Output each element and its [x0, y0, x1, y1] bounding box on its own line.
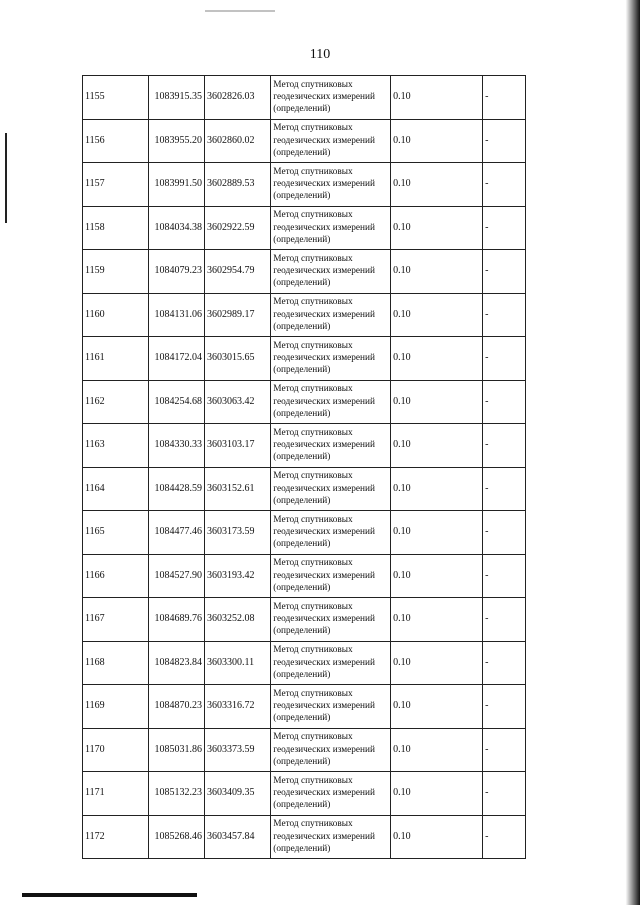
description-cell: -	[483, 163, 526, 207]
description-cell: -	[483, 598, 526, 642]
table-row	[83, 337, 526, 381]
point-number-cell: 1166	[83, 554, 149, 598]
method-cell: Метод спутниковых геодезических измерений (определений)	[271, 772, 391, 816]
table-row	[83, 163, 526, 207]
page-number: 110	[309, 47, 331, 62]
table-row	[83, 119, 526, 163]
accuracy-cell: 0.10	[391, 119, 483, 163]
description-cell: -	[483, 424, 526, 468]
coordinate-x-cell: 1084823.84	[149, 641, 205, 685]
coordinate-y-cell: 3603252.08	[204, 598, 270, 642]
coordinate-y-cell: 3603409.35	[204, 772, 270, 816]
accuracy-cell: 0.10	[391, 76, 483, 120]
accuracy-cell: 0.10	[391, 772, 483, 816]
table-body	[83, 76, 526, 859]
description-cell: -	[483, 119, 526, 163]
table-row	[83, 815, 526, 859]
coordinate-x-cell: 1083915.35	[149, 76, 205, 120]
point-number-cell: 1165	[83, 511, 149, 555]
table-row	[83, 728, 526, 772]
method-cell: Метод спутниковых геодезических измерений (определений)	[271, 163, 391, 207]
table-row	[83, 598, 526, 642]
coordinate-x-cell: 1084254.68	[149, 380, 205, 424]
accuracy-cell: 0.10	[391, 380, 483, 424]
coordinate-y-cell: 3603173.59	[204, 511, 270, 555]
coordinate-x-cell: 1084330.33	[149, 424, 205, 468]
point-number-cell: 1157	[83, 163, 149, 207]
accuracy-cell: 0.10	[391, 511, 483, 555]
coordinate-x-cell: 1085031.86	[149, 728, 205, 772]
method-cell: Метод спутниковых геодезических измерений (определений)	[271, 554, 391, 598]
coordinates-table	[82, 75, 526, 859]
method-cell: Метод спутниковых геодезических измерений (определений)	[271, 467, 391, 511]
description-cell: -	[483, 250, 526, 294]
point-number-cell: 1160	[83, 293, 149, 337]
description-cell: -	[483, 685, 526, 729]
method-cell: Метод спутниковых геодезических измерений (определений)	[271, 424, 391, 468]
table-row	[83, 76, 526, 120]
method-cell: Метод спутниковых геодезических измерений (определений)	[271, 293, 391, 337]
scan-artifact-top	[205, 10, 275, 12]
coordinate-x-cell: 1084477.46	[149, 511, 205, 555]
method-cell: Метод спутниковых геодезических измерений (определений)	[271, 76, 391, 120]
point-number-cell: 1155	[83, 76, 149, 120]
coordinate-y-cell: 3603373.59	[204, 728, 270, 772]
coordinate-x-cell: 1084689.76	[149, 598, 205, 642]
method-cell: Метод спутниковых геодезических измерений (определений)	[271, 206, 391, 250]
coordinate-x-cell: 1084079.23	[149, 250, 205, 294]
method-cell: Метод спутниковых геодезических измерений (определений)	[271, 641, 391, 685]
coordinate-y-cell: 3602922.59	[204, 206, 270, 250]
method-cell: Метод спутниковых геодезических измерений (определений)	[271, 380, 391, 424]
table-row	[83, 206, 526, 250]
description-cell: -	[483, 337, 526, 381]
description-cell: -	[483, 815, 526, 859]
description-cell: -	[483, 206, 526, 250]
accuracy-cell: 0.10	[391, 467, 483, 511]
coordinate-x-cell: 1083955.20	[149, 119, 205, 163]
point-number-cell: 1171	[83, 772, 149, 816]
accuracy-cell: 0.10	[391, 685, 483, 729]
accuracy-cell: 0.10	[391, 598, 483, 642]
description-cell: -	[483, 467, 526, 511]
method-cell: Метод спутниковых геодезических измерений (определений)	[271, 511, 391, 555]
coordinate-y-cell: 3603193.42	[204, 554, 270, 598]
description-cell: -	[483, 293, 526, 337]
point-number-cell: 1163	[83, 424, 149, 468]
accuracy-cell: 0.10	[391, 250, 483, 294]
accuracy-cell: 0.10	[391, 815, 483, 859]
description-cell: -	[483, 380, 526, 424]
table-row	[83, 685, 526, 729]
point-number-cell: 1158	[83, 206, 149, 250]
accuracy-cell: 0.10	[391, 163, 483, 207]
coordinate-x-cell: 1084034.38	[149, 206, 205, 250]
coordinate-x-cell: 1084428.59	[149, 467, 205, 511]
accuracy-cell: 0.10	[391, 728, 483, 772]
point-number-cell: 1164	[83, 467, 149, 511]
table-row	[83, 380, 526, 424]
description-cell: -	[483, 641, 526, 685]
description-cell: -	[483, 76, 526, 120]
description-cell: -	[483, 511, 526, 555]
accuracy-cell: 0.10	[391, 293, 483, 337]
coordinate-x-cell: 1085132.23	[149, 772, 205, 816]
method-cell: Метод спутниковых геодезических измерений (определений)	[271, 337, 391, 381]
description-cell: -	[483, 728, 526, 772]
coordinate-y-cell: 3602989.17	[204, 293, 270, 337]
coordinate-y-cell: 3603316.72	[204, 685, 270, 729]
coordinate-x-cell: 1084131.06	[149, 293, 205, 337]
method-cell: Метод спутниковых геодезических измерений (определений)	[271, 598, 391, 642]
coordinate-y-cell: 3603063.42	[204, 380, 270, 424]
table-row	[83, 641, 526, 685]
scan-edge-left	[5, 133, 7, 223]
scan-edge-bottom	[22, 893, 197, 897]
method-cell: Метод спутниковых геодезических измерений (определений)	[271, 250, 391, 294]
method-cell: Метод спутниковых геодезических измерений (определений)	[271, 728, 391, 772]
accuracy-cell: 0.10	[391, 641, 483, 685]
point-number-cell: 1167	[83, 598, 149, 642]
coordinate-y-cell: 3603103.17	[204, 424, 270, 468]
coordinate-x-cell: 1084172.04	[149, 337, 205, 381]
scan-edge-right	[616, 0, 640, 905]
point-number-cell: 1169	[83, 685, 149, 729]
accuracy-cell: 0.10	[391, 424, 483, 468]
point-number-cell: 1162	[83, 380, 149, 424]
point-number-cell: 1172	[83, 815, 149, 859]
table-row	[83, 554, 526, 598]
description-cell: -	[483, 554, 526, 598]
point-number-cell: 1156	[83, 119, 149, 163]
table-row	[83, 424, 526, 468]
point-number-cell: 1161	[83, 337, 149, 381]
coordinate-y-cell: 3602826.03	[204, 76, 270, 120]
method-cell: Метод спутниковых геодезических измерений (определений)	[271, 119, 391, 163]
coordinate-y-cell: 3603300.11	[204, 641, 270, 685]
coordinate-y-cell: 3602954.79	[204, 250, 270, 294]
table-row	[83, 250, 526, 294]
coordinate-y-cell: 3603457.84	[204, 815, 270, 859]
coordinate-x-cell: 1084870.23	[149, 685, 205, 729]
coordinate-y-cell: 3603015.65	[204, 337, 270, 381]
description-cell: -	[483, 772, 526, 816]
table-row	[83, 511, 526, 555]
accuracy-cell: 0.10	[391, 337, 483, 381]
table-row	[83, 293, 526, 337]
table-row	[83, 772, 526, 816]
coordinate-y-cell: 3603152.61	[204, 467, 270, 511]
coordinate-x-cell: 1083991.50	[149, 163, 205, 207]
coordinate-y-cell: 3602860.02	[204, 119, 270, 163]
coordinate-x-cell: 1084527.90	[149, 554, 205, 598]
point-number-cell: 1159	[83, 250, 149, 294]
table-row	[83, 467, 526, 511]
method-cell: Метод спутниковых геодезических измерений (определений)	[271, 685, 391, 729]
coordinate-y-cell: 3602889.53	[204, 163, 270, 207]
coordinate-x-cell: 1085268.46	[149, 815, 205, 859]
accuracy-cell: 0.10	[391, 206, 483, 250]
point-number-cell: 1168	[83, 641, 149, 685]
accuracy-cell: 0.10	[391, 554, 483, 598]
method-cell: Метод спутниковых геодезических измерений (определений)	[271, 815, 391, 859]
point-number-cell: 1170	[83, 728, 149, 772]
